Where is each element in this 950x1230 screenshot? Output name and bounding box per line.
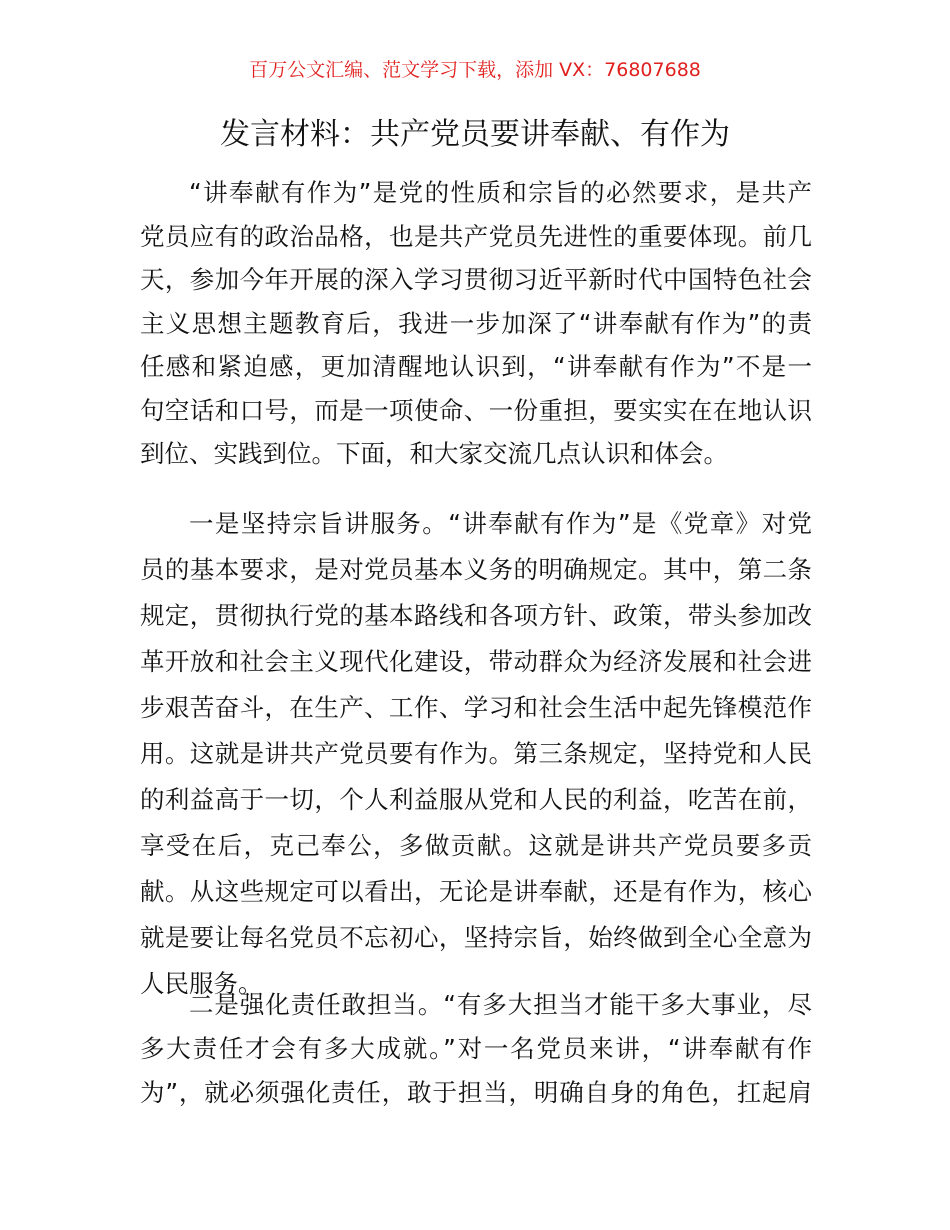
text-line: 革开放和社会主义现代化建设，带动群众为经济发展和社会进 xyxy=(140,647,812,676)
text-line: 到位、实践到位。下面，和大家交流几点认识和体会。 xyxy=(140,439,728,468)
text-line: 二是强化责任敢担当。“有多大担当才能干多大事业，尽 xyxy=(189,990,812,1019)
paragraph-point-one xyxy=(140,501,812,1007)
text-line: 步艰苦奋斗，在生产、工作、学习和社会生活中起先锋模范作 xyxy=(140,693,812,722)
text-line: 为”，就必须强化责任，敢于担当，明确自身的角色，扛起肩 xyxy=(140,1078,812,1107)
text-line: “讲奉献有作为”是党的性质和宗旨的必然要求，是共产 xyxy=(189,178,812,207)
watermark-header: 百万公文汇编、范文学习下载，添加 VX：76807688 xyxy=(249,59,701,81)
text-line: 就是要让每名党员不忘初心，坚持宗旨，始终做到全心全意为 xyxy=(140,923,812,952)
document-title: 发言材料：共产党员要讲奉献、有作为 xyxy=(220,117,730,152)
text-line: 享受在后，克己奉公，多做贡献。这就是讲共产党员要多贡 xyxy=(140,831,812,860)
text-line: 人民服务。 xyxy=(140,969,263,998)
text-line: 献。从这些规定可以看出，无论是讲奉献，还是有作为，核心 xyxy=(140,877,812,906)
text-line: 党员应有的政治品格，也是共产党员先进性的重要体现。前几 xyxy=(140,221,812,251)
text-line: 员的基本要求，是对党员基本义务的明确规定。其中，第二条 xyxy=(140,555,812,584)
paragraph-point-two xyxy=(140,983,812,1115)
text-line: 一是坚持宗旨讲服务。“讲奉献有作为”是《党章》对党 xyxy=(189,509,812,538)
text-line: 多大责任才会有多大成就。”对一名党员来讲，“讲奉献有作 xyxy=(140,1034,812,1063)
text-line: 规定，贯彻执行党的基本路线和各项方针、政策，带头参加改 xyxy=(140,601,812,630)
text-line: 任感和紧迫感，更加清醒地认识到，“讲奉献有作为”不是一 xyxy=(140,352,812,381)
paragraph-intro xyxy=(140,171,812,476)
text-line: 主义思想主题教育后，我进一步加深了“讲奉献有作为”的责 xyxy=(140,308,812,338)
text-line: 用。这就是讲共产党员要有作为。第三条规定，坚持党和人民 xyxy=(140,739,812,768)
text-line: 的利益高于一切，个人利益服从党和人民的利益，吃苦在前， xyxy=(140,785,812,814)
text-line: 句空话和口号，而是一项使命、一份重担，要实实在在地认识 xyxy=(140,395,812,425)
text-line: 天，参加今年开展的深入学习贯彻习近平新时代中国特色社会 xyxy=(140,265,812,294)
